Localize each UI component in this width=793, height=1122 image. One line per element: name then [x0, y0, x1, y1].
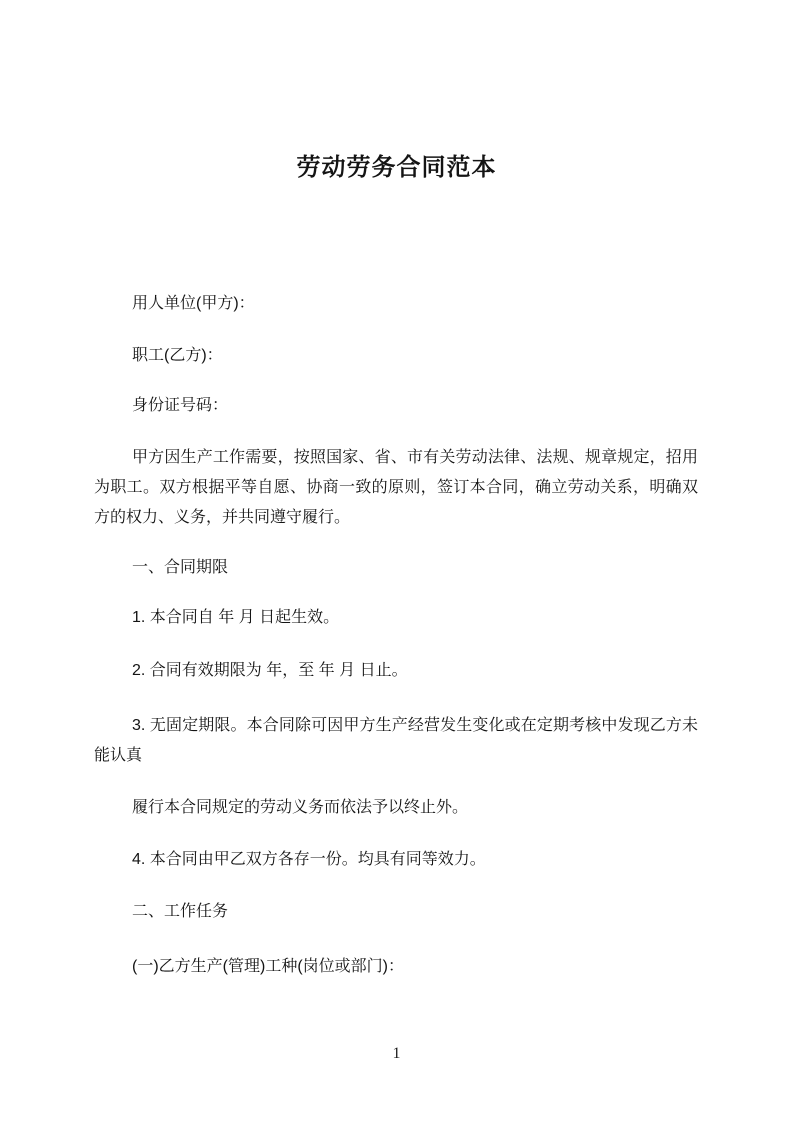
clause-term-3-continued: 履行本合同规定的劳动义务而依法予以终止外。: [132, 799, 469, 816]
section-heading-work-tasks: 二、工作任务: [132, 903, 229, 920]
clause-term-4: 4. 本合同由甲乙双方各存一份。均具有同等效力。: [132, 851, 486, 868]
id-number-label: 身份证号码：: [132, 397, 229, 414]
clause-term-2: 2. 合同有效期限为 年，至 年 月 日止。: [132, 662, 408, 679]
clause-work-task-1: (一)乙方生产(管理)工种(岗位或部门)：: [132, 958, 404, 975]
employee-party-label: 职工(乙方)：: [132, 347, 223, 364]
section-heading-contract-term: 一、合同期限: [132, 559, 229, 576]
employer-party-label: 用人单位(甲方)：: [132, 295, 255, 312]
clause-term-3: 3. 无固定期限。本合同除可因甲方生产经营发生变化或在定期考核中发现乙方未能认真: [94, 717, 698, 764]
page-number: 1: [392, 1045, 401, 1062]
document-title: 劳动劳务合同范本: [296, 154, 497, 182]
preamble-paragraph: 甲方因生产工作需要，按照国家、省、市有关劳动法律、法规、规章规定，招用为职工。双方根据平等自愿、协商一致的原则，签订本合同，确立劳动关系，明确双方的权力、义务，并共同遵守履行。: [94, 449, 698, 526]
clause-term-1: 1. 本合同自 年 月 日起生效。: [132, 609, 340, 626]
